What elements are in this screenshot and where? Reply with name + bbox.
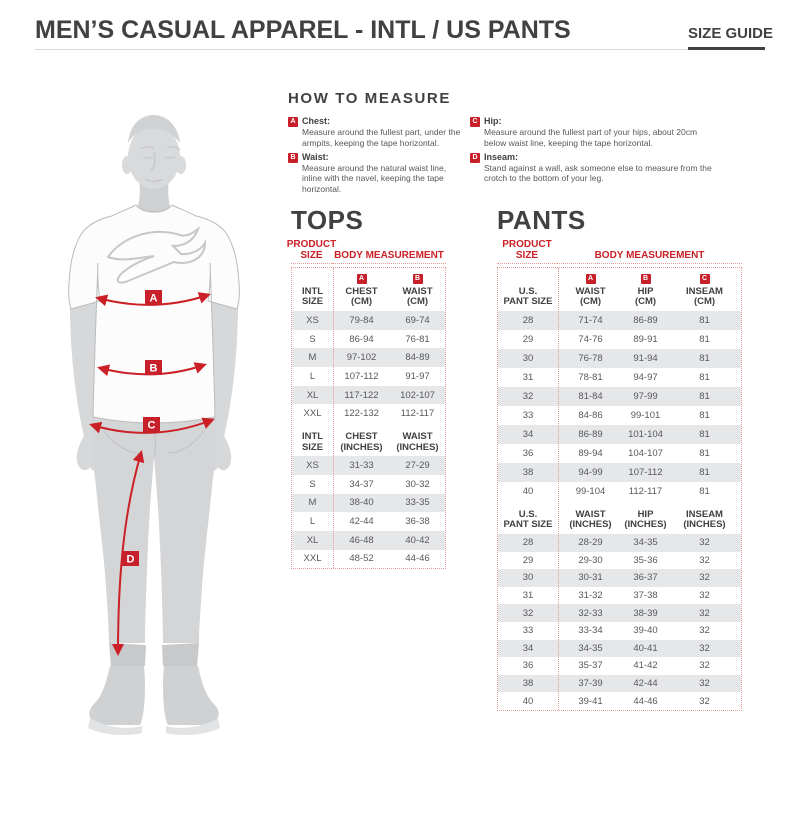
- table-row: [498, 675, 741, 693]
- product-size-label: PRODUCT SIZE: [497, 240, 557, 264]
- table-header-row: [292, 423, 445, 456]
- pants-size-table: [497, 267, 742, 711]
- column-header-label: INTL SIZE: [301, 285, 324, 308]
- measurement-cell: 34-35: [633, 537, 658, 549]
- pants-table-labels: [497, 240, 742, 264]
- measurement-cell: 32: [699, 537, 710, 549]
- table-row: [498, 604, 741, 622]
- column-header-label: CHEST (CM): [345, 285, 378, 308]
- column-header: [333, 274, 390, 308]
- measurement-cell: 81-84: [578, 391, 603, 402]
- size-cell: XS: [306, 314, 319, 326]
- measurement-cell: 97-99: [633, 391, 658, 402]
- figure-badge-b-label: B: [149, 362, 158, 375]
- measurement-cell: 102-107: [400, 389, 435, 401]
- measurement-cell: 38-40: [349, 497, 374, 509]
- measurement-cell: 32: [699, 642, 710, 654]
- table-row: [498, 330, 741, 349]
- measurement-cell: 32-33: [578, 607, 603, 619]
- measurement-cell: 31-33: [349, 459, 374, 471]
- measure-description: Stand against a wall, ask someone else to measure from the crotch to the bottom of your leg.: [484, 162, 712, 184]
- measure-letter-badge: A: [288, 117, 298, 127]
- body-measurement-label: BODY MEASUREMENT: [557, 240, 742, 264]
- measurement-cell: 86-94: [349, 333, 374, 345]
- measurement-cell: 117-122: [344, 389, 379, 401]
- size-cell: 29: [522, 554, 534, 566]
- table-row: [498, 425, 741, 444]
- figure-badge-c-label: C: [147, 419, 156, 432]
- pants-title: PANTS: [497, 205, 586, 235]
- measure-instruction: [288, 116, 464, 149]
- column-header-label: INSEAM (INCHES): [683, 508, 726, 531]
- measure-description: Measure around the fullest part, under the armpits, keeping the tape horizontal.: [302, 127, 461, 148]
- measurement-letter-badge: C: [700, 274, 710, 284]
- table-row: [498, 482, 741, 501]
- measurement-cell: 89-94: [578, 448, 603, 459]
- measurement-cell: 122-132: [344, 408, 379, 420]
- table-row: [498, 657, 741, 675]
- column-header: [623, 510, 668, 531]
- size-cell: L: [309, 516, 316, 528]
- tops-size-table: [291, 267, 446, 569]
- measurement-cell: 37-39: [578, 678, 603, 690]
- measurement-cell: 69-74: [405, 314, 430, 326]
- measurement-cell: 39-40: [633, 625, 658, 637]
- size-cell: 34: [522, 429, 534, 440]
- table-row: [498, 569, 741, 587]
- size-cell: L: [309, 370, 316, 382]
- size-cell: 32: [522, 607, 534, 619]
- column-header-label: HIP (INCHES): [624, 508, 667, 531]
- size-cell: 30: [522, 353, 534, 364]
- size-guide-tab-underline: [688, 47, 765, 50]
- measure-description: Measure around the fullest part of your hips, about 20cm below waist line, keeping the tape horizontal.: [484, 127, 698, 148]
- measurement-letter-badge: B: [641, 274, 651, 284]
- figure-shoes: [88, 666, 220, 735]
- measurement-cell: 76-78: [578, 353, 603, 364]
- measure-label: Hip:: [484, 116, 502, 126]
- measurement-cell: 42-44: [349, 516, 374, 528]
- how-to-measure-column-right: [470, 116, 720, 195]
- table-row: [498, 311, 741, 330]
- measurement-cell: 71-74: [578, 315, 603, 326]
- column-header-label: WAIST (CM): [402, 285, 433, 308]
- measurement-cell: 112-117: [400, 408, 435, 420]
- size-cell: 36: [522, 448, 534, 459]
- column-header: [558, 274, 623, 308]
- size-cell: 38: [522, 678, 534, 690]
- size-cell: 32: [522, 391, 534, 402]
- measurement-cell: 32: [699, 695, 710, 707]
- table-row: [498, 534, 741, 552]
- measure-instruction: [288, 152, 464, 195]
- size-cell: XL: [306, 389, 319, 401]
- measurement-cell: 81: [699, 315, 710, 326]
- size-cell: S: [309, 478, 316, 490]
- measurement-cell: 36-37: [633, 572, 658, 584]
- measurement-cell: 35-37: [578, 660, 603, 672]
- measurement-cell: 84-86: [578, 410, 603, 421]
- table-row: [292, 386, 445, 405]
- table-row: [498, 640, 741, 658]
- measurement-cell: 107-112: [344, 370, 379, 382]
- measurement-cell: 91-94: [633, 353, 658, 364]
- measurement-cell: 36-38: [405, 516, 430, 528]
- table-row: [498, 622, 741, 640]
- measurement-cell: 32: [699, 678, 710, 690]
- tops-table-labels: [286, 239, 446, 264]
- measurement-cell: 44-46: [633, 695, 658, 707]
- tops-title: TOPS: [291, 205, 364, 235]
- measure-label: Waist:: [302, 151, 329, 162]
- measurement-cell: 30-31: [578, 572, 603, 584]
- measurement-cell: 97-102: [346, 352, 377, 364]
- measure-letter-badge: C: [470, 117, 480, 127]
- table-row: [498, 552, 741, 570]
- size-cell: XXL: [303, 553, 322, 565]
- column-header: [668, 510, 741, 531]
- measurement-letter-badge: A: [586, 274, 596, 284]
- measurement-cell: 34-35: [578, 642, 603, 654]
- table-row: [292, 456, 445, 475]
- how-to-measure-section: [288, 90, 728, 195]
- measure-letter-badge: B: [288, 153, 298, 163]
- size-cell: 33: [522, 410, 534, 421]
- table-row: [498, 406, 741, 425]
- table-row: [292, 330, 445, 349]
- size-cell: M: [308, 352, 317, 364]
- measurement-cell: 32: [699, 607, 710, 619]
- measurement-cell: 86-89: [633, 315, 658, 326]
- measurement-cell: 27-29: [405, 459, 430, 471]
- table-row: [498, 387, 741, 406]
- measurement-cell: 99-101: [630, 410, 661, 421]
- measurement-cell: 84-89: [405, 352, 430, 364]
- measurement-cell: 79-84: [349, 314, 374, 326]
- column-header: [558, 510, 623, 531]
- mannequin-figure: [32, 85, 272, 765]
- product-size-label: PRODUCT SIZE: [291, 240, 332, 264]
- table-row: [292, 348, 445, 367]
- measurement-cell: 38-39: [633, 607, 658, 619]
- measurement-cell: 81: [699, 448, 710, 459]
- table-row: [292, 531, 445, 550]
- column-header-label: WAIST (INCHES): [396, 430, 439, 453]
- table-row: [498, 463, 741, 482]
- measurement-cell: 41-42: [633, 660, 658, 672]
- measurement-cell: 81: [699, 391, 710, 402]
- table-row: [292, 512, 445, 531]
- measurement-cell: 48-52: [349, 553, 374, 565]
- table-row: [292, 404, 445, 423]
- column-header: [292, 274, 333, 308]
- size-cell: 36: [522, 660, 534, 672]
- measurement-cell: 37-38: [633, 590, 658, 602]
- measurement-letter-badge: B: [413, 274, 423, 284]
- column-header: [333, 432, 390, 453]
- table-row: [292, 311, 445, 330]
- measurement-cell: 42-44: [633, 678, 658, 690]
- measurement-cell: 107-112: [628, 467, 663, 478]
- measurement-cell: 29-30: [578, 554, 603, 566]
- measurement-cell: 30-32: [405, 478, 430, 490]
- figure-badge-d-label: D: [126, 553, 135, 566]
- measurement-cell: 33-35: [405, 497, 430, 509]
- header-divider: [35, 49, 765, 50]
- size-cell: M: [308, 497, 317, 509]
- column-header-label: U.S. PANT SIZE: [503, 285, 553, 308]
- column-header-label: WAIST (INCHES): [569, 508, 612, 531]
- column-header-label: WAIST (CM): [575, 285, 606, 308]
- table-row: [292, 494, 445, 513]
- column-header: [390, 432, 445, 453]
- size-cell: 30: [522, 572, 534, 584]
- measurement-cell: 35-36: [633, 554, 658, 566]
- table-row: [498, 349, 741, 368]
- table-column-divider: [333, 268, 334, 568]
- size-cell: XL: [306, 534, 319, 546]
- size-cell: XS: [306, 459, 319, 471]
- measurement-cell: 81: [699, 429, 710, 440]
- measurement-cell: 44-46: [405, 553, 430, 565]
- measurement-cell: 81: [699, 486, 710, 497]
- size-cell: 29: [522, 334, 534, 345]
- measurement-cell: 33-34: [578, 625, 603, 637]
- column-header: [623, 274, 668, 308]
- measurement-cell: 91-97: [405, 370, 430, 382]
- measurement-cell: 94-99: [578, 467, 603, 478]
- how-to-measure-title: HOW TO MEASURE: [288, 90, 451, 107]
- measure-description: Measure around the natural waist line, inline with the navel, keeping the tape horizontal.: [302, 162, 447, 194]
- measurement-cell: 81: [699, 353, 710, 364]
- measurement-letter-badge: A: [357, 274, 367, 284]
- measurement-cell: 28-29: [578, 537, 603, 549]
- pants-section: [497, 207, 742, 711]
- column-header-label: CHEST (INCHES): [340, 430, 383, 453]
- measurement-cell: 101-104: [628, 429, 663, 440]
- measurement-cell: 32: [699, 590, 710, 602]
- measurement-cell: 99-104: [575, 486, 606, 497]
- size-cell: 40: [522, 486, 534, 497]
- measurement-cell: 32: [699, 660, 710, 672]
- size-cell: S: [309, 333, 316, 345]
- column-header: [390, 274, 445, 308]
- measurement-cell: 86-89: [578, 429, 603, 440]
- size-cell: 31: [522, 372, 534, 383]
- size-cell: 31: [522, 590, 534, 602]
- measurement-cell: 78-81: [578, 372, 603, 383]
- measurement-cell: 81: [699, 334, 710, 345]
- how-to-measure-column-left: [288, 116, 464, 195]
- size-cell: 33: [522, 625, 534, 637]
- measurement-cell: 74-76: [578, 334, 603, 345]
- size-cell: XXL: [303, 408, 322, 420]
- table-row: [498, 587, 741, 605]
- size-guide-tab[interactable]: SIZE GUIDE: [688, 25, 774, 42]
- measure-letter-badge: D: [470, 153, 480, 163]
- measurement-cell: 40-42: [405, 534, 430, 546]
- size-cell: 40: [522, 695, 534, 707]
- column-header: [498, 510, 558, 531]
- tops-section: [286, 205, 446, 569]
- measure-label: Chest:: [302, 116, 331, 126]
- measure-label: Inseam:: [484, 151, 519, 162]
- measure-instruction: [470, 116, 720, 149]
- measurement-cell: 32: [699, 572, 710, 584]
- column-header: [498, 274, 558, 308]
- table-header-row: [498, 501, 741, 534]
- table-row: [292, 550, 445, 569]
- column-header-label: U.S. PANT SIZE: [503, 508, 553, 531]
- column-header: [668, 274, 741, 308]
- measurement-cell: 76-81: [405, 333, 430, 345]
- table-column-divider: [558, 268, 559, 710]
- column-header: [292, 432, 333, 453]
- table-row: [292, 475, 445, 494]
- measurement-cell: 81: [699, 467, 710, 478]
- table-row: [292, 367, 445, 386]
- measurement-cell: 31-32: [578, 590, 603, 602]
- measurement-cell: 32: [699, 625, 710, 637]
- size-cell: 38: [522, 467, 534, 478]
- measurement-cell: 34-37: [349, 478, 374, 490]
- table-row: [498, 692, 741, 710]
- measurement-cell: 32: [699, 554, 710, 566]
- measurement-cell: 104-107: [628, 448, 663, 459]
- page-title: MEN’S CASUAL APPAREL - INTL / US PANTS: [35, 16, 571, 44]
- size-cell: 28: [522, 315, 534, 326]
- measurement-cell: 81: [699, 372, 710, 383]
- body-measurement-label: BODY MEASUREMENT: [332, 240, 446, 264]
- table-header-row: [292, 268, 445, 311]
- measurement-cell: 39-41: [578, 695, 603, 707]
- table-header-row: [498, 268, 741, 311]
- figure-badge-a-label: A: [149, 292, 158, 305]
- table-row: [498, 444, 741, 463]
- measurement-cell: 46-48: [349, 534, 374, 546]
- figure-head: [122, 115, 186, 213]
- column-header-label: HIP (CM): [634, 285, 657, 308]
- measurement-cell: 81: [699, 410, 710, 421]
- column-header-label: INTL SIZE: [301, 430, 324, 453]
- measurement-cell: 94-97: [633, 372, 658, 383]
- table-row: [498, 368, 741, 387]
- measurement-cell: 112-117: [628, 486, 663, 497]
- size-cell: 28: [522, 537, 534, 549]
- measure-instruction: [470, 152, 720, 185]
- column-header-label: INSEAM (CM): [686, 285, 723, 308]
- measurement-cell: 89-91: [633, 334, 658, 345]
- size-cell: 34: [522, 642, 534, 654]
- measurement-cell: 40-41: [633, 642, 658, 654]
